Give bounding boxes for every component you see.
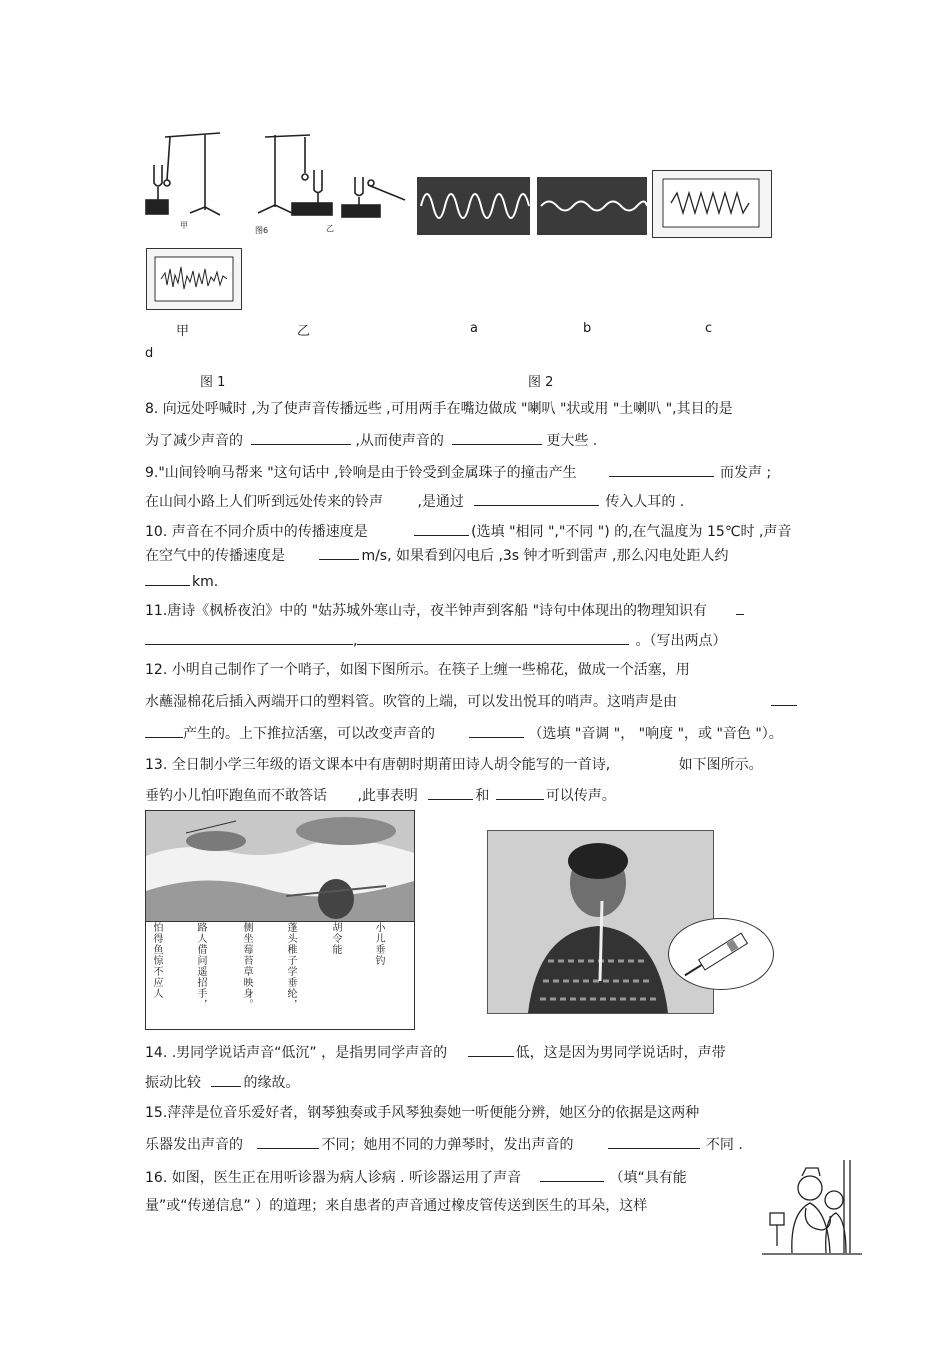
doctor-stethoscope-illustration — [762, 1158, 862, 1258]
q11-blank-2[interactable] — [357, 630, 629, 645]
q14-line-2: 振动比较 的缘故。 — [145, 1072, 299, 1092]
poem-title: 小儿垂钓 — [373, 922, 384, 966]
q8-line-1: 8. 向远处呼喊时 ,为了使声音传播远些 ,可用两手在嘴边做成 "喇叭 "状或用 "土喇叭 ",其目的是 — [145, 401, 733, 417]
waveform-c — [652, 170, 772, 238]
q15-blank-2[interactable] — [608, 1134, 700, 1149]
poem-line-1: 蓬头稚子学垂纶， — [285, 922, 296, 1010]
caption-figure-1: 图 1 — [200, 375, 226, 390]
whistle-inset — [668, 918, 774, 990]
poem-line-3: 路人借问遥招手， — [195, 922, 206, 1010]
q10-blank-2[interactable] — [319, 545, 359, 560]
fig1-label-yi-small: 乙 — [326, 224, 334, 233]
label-c: c — [705, 321, 713, 336]
fig1-label-fig6: 图6 — [255, 226, 269, 235]
q15-blank-1[interactable] — [257, 1134, 319, 1149]
q14-blank-2[interactable] — [211, 1072, 241, 1087]
q13-blank-2[interactable] — [496, 785, 544, 800]
q13-line-1: 13. 全日制小学三年级的语文课本中有唐朝时期莆田诗人胡令能写的一首诗, 如下图所示。 — [145, 757, 763, 773]
figure-1-apparatus — [140, 125, 415, 240]
q10-line-1: 10. 声音在不同介质中的传播速度是 (选填 "相同 ","不同 ") 的,在气温度为 15℃时 ,声音 — [145, 521, 791, 541]
label-b: b — [583, 321, 592, 336]
q9-blank-2[interactable] — [474, 491, 599, 506]
q11-line-2: , 。（写出两点） — [145, 630, 726, 650]
label-a: a — [470, 321, 478, 336]
q9-line-1: 9."山间铃响马帮来 "这句话中 ,铃响是由于铃受到金属珠子的撞击产生 而发声 ; — [145, 462, 771, 482]
waveform-a — [417, 177, 530, 235]
q10-blank-3[interactable] — [145, 571, 190, 586]
caption-figure-2: 图 2 — [528, 375, 554, 390]
q14-line-1: 14. .男同学说话声音“低沉” ，是指男同学声音的 低，这是因为男同学说话时，声带 — [145, 1042, 726, 1062]
q10-line-3: km. — [145, 571, 218, 591]
q11-blank-1[interactable] — [145, 630, 353, 645]
q9-blank-1[interactable] — [609, 462, 714, 477]
q10-blank-1[interactable] — [414, 521, 469, 536]
q16-blank-1[interactable] — [540, 1167, 604, 1182]
waveform-d — [146, 248, 242, 310]
q10-line-2: 在空气中的传播速度是 m/s, 如果看到闪电后 ,3s 钟才听到雷声 ,那么闪电处距人约 — [145, 545, 728, 565]
waveform-b — [537, 177, 647, 235]
q15-line-2: 乐器发出声音的 不同；她用不同的力弹琴时，发出声音的 不同 . — [145, 1134, 743, 1154]
q8-blank-2[interactable] — [452, 430, 542, 445]
poem-author: 胡令能 — [330, 922, 341, 955]
q11-blank-lead[interactable] — [736, 600, 744, 615]
poem-line-4: 怕得鱼惊不应人 — [151, 922, 162, 999]
poem-line-2: 侧坐莓苔草映身。 — [241, 922, 252, 1010]
q12-blank-lead[interactable] — [771, 691, 797, 706]
q16-line-2: 量”或“传递信息” ）的道理；来自患者的声音通过橡皮管传送到医生的耳朵，这样 — [145, 1198, 648, 1214]
q13-blank-1[interactable] — [428, 785, 473, 800]
q13-line-2: 垂钓小儿怕吓跑鱼而不敢答话 ,此事表明 和 可以传声。 — [145, 785, 616, 805]
q12-line-3: 产生的。上下推拉活塞，可以改变声音的 （选填 "音调 "， "响度 "，或 "音色 "）。 — [145, 723, 783, 743]
label-d: d — [145, 346, 154, 361]
q14-blank-1[interactable] — [468, 1042, 514, 1057]
q12-blank-2[interactable] — [469, 723, 524, 738]
q15-line-1: 15.萍萍是位音乐爱好者，钢琴独奏或手风琴独奏她一听便能分辨，她区分的依据是这两种 — [145, 1105, 700, 1121]
label-jia: 甲 — [176, 324, 190, 339]
q8-line-2: 为了减少声音的 ,从而使声音的 更大些 . — [145, 430, 597, 450]
q11-line-1: 11.唐诗《枫桥夜泊》中的 "姑苏城外寒山寺，夜半钟声到客船 "诗句中体现出的物理知识有 — [145, 600, 744, 620]
q12-line-1: 12. 小明自己制作了一个哨子，如图下图所示。在筷子上缠一些棉花，做成一个活塞，用 — [145, 662, 690, 678]
fig1-label-jia-small: 甲 — [180, 221, 188, 230]
poem-illustration — [145, 810, 415, 1030]
q8-blank-1[interactable] — [251, 430, 351, 445]
q12-line-2: 水蘸湿棉花后插入两端开口的塑料管。吹管的上端，可以发出悦耳的哨声。这哨声是由 — [145, 691, 797, 711]
q9-line-2: 在山间小路上人们听到远处传来的铃声 ,是通过 传入人耳的 . — [145, 491, 684, 511]
q16-line-1: 16. 如图，医生正在用听诊器为病人诊病 . 听诊器运用了声音 （填“具有能 — [145, 1167, 687, 1187]
label-yi: 乙 — [297, 324, 311, 339]
q12-blank-1[interactable] — [145, 723, 183, 738]
